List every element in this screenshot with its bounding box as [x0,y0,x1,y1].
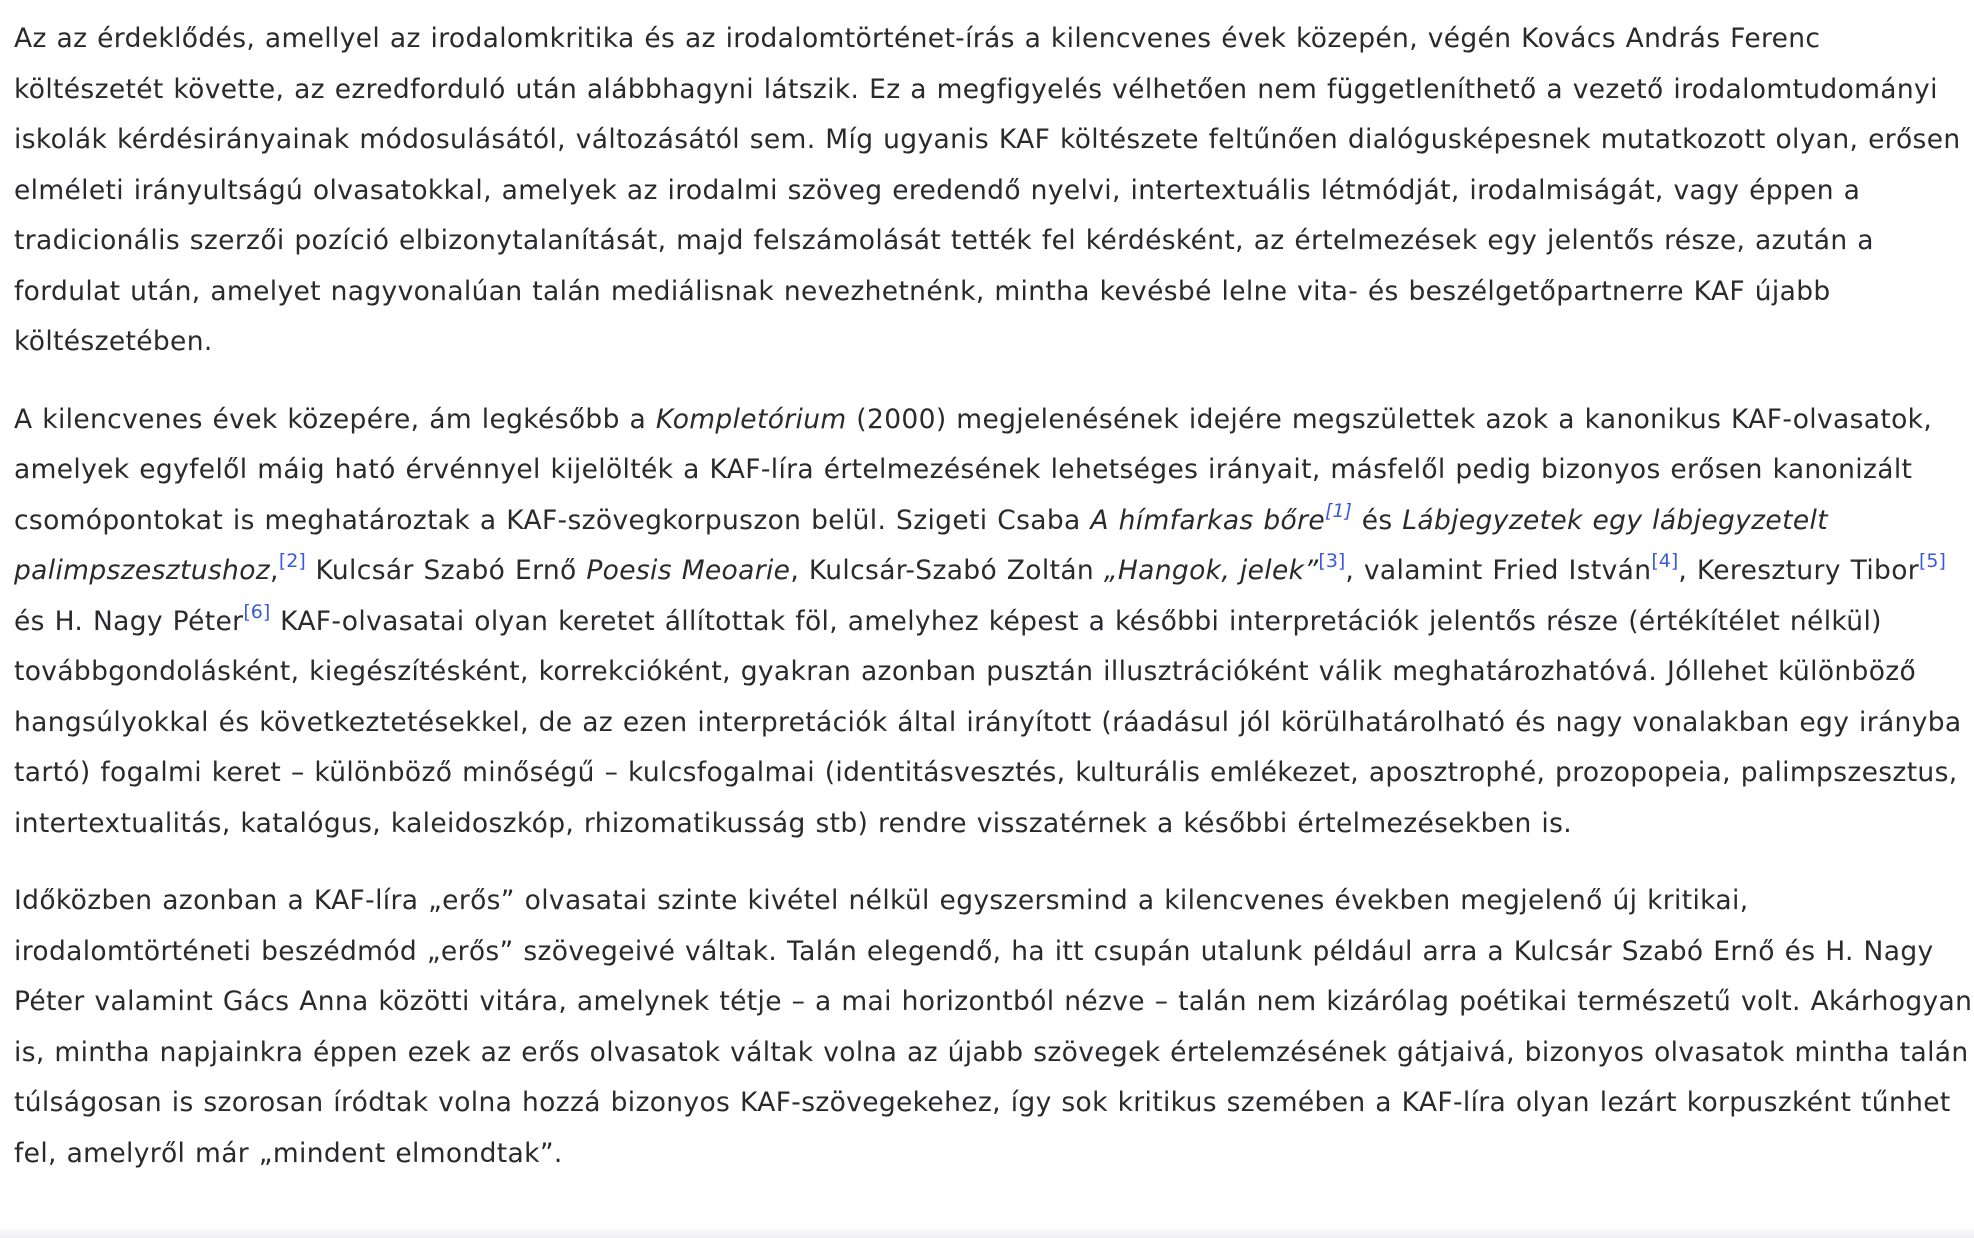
p2-text-9: és H. Nagy Péter [14,605,244,637]
footnote-link-6[interactable]: [6] [243,600,271,623]
footnote-ref-3 [1318,550,1345,572]
paragraph-3: Időközben azonban a KAF-líra „erős” olvasatai szinte kivétel nélkül egyszersmind a kilencvenes években megjelenő új kritikai, irodalomtörténeti beszédmód „erős” szövegeivé váltak. Talán elegendő, ha itt csupán utalunk például arra a Kulcsár Szabó Ernő és H. Nagy Péter valamint Gács Anna közötti vitára, amelynek tétje – a mai horizontból nézve – talán nem kizárólag poétikai természetű volt. Akárhogyan is, mintha napjainkra éppen ezek az erős olvasatok váltak volna az újabb szövegek értelemzésének gátjaivá, bizonyos olvasatok mintha talán túlságosan is szorosan íródtak volna hozzá bizonyos KAF-szövegekehez, így sok kritikus szemében a KAF-líra olyan lezárt korpuszként tűnhet fel, amelyről már „mindent elmondtak”. [14,885,1973,1169]
paragraph-1: Az az érdeklődés, amellyel az irodalomkritika és az irodalomtörténet-írás a kilencvenes évek közepén, végén Kovács András Ferenc költészetét követte, az ezredforduló után alábbhagyni látszik. Ez a megfigyelés vélhetően nem függetleníthető a vezető irodalomtudományi iskolák kérdésirányainak módosulásától, változásától sem. Míg ugyanis KAF költészete feltűnően dialógusképesnek mutatkozott olyan, erősen elméleti irányultságú olvasatokkal, amelyek az irodalmi szöveg eredendő nyelvi, intertextuális létmódját, irodalmiságát, vagy éppen a tradicionális szerzői pozíció elbizonytalanítását, majd felszámolását tették fel kérdésként, az értelmezések egy jelentős része, azután a fordulat után, amelyet nagyvonalúan talán mediálisnak nevezhetnénk, mintha kevésbé lelne vita- és beszélgetőpartnerre KAF újabb költészetében. [14,23,1961,357]
bottom-fade [0,1226,1974,1238]
p2-text-2: (2000) megjelenésének idejére megszülettek azok a kanonikus KAF-olvasatok, amelyek egyfelől máig ható érvénnyel kijelölték a KAF-líra értelmezésének lehetséges irányait, másfelől pedig bizonyos erősen kanonizált csomópontokat is meghatároztak a KAF-szövegkorpuszon belül. Szigeti Csaba [14,403,1933,536]
footnote-ref-5 [1919,550,1946,572]
footnote-link-1[interactable]: [1] [1325,499,1352,522]
footnote-ref-6 [243,601,270,623]
p2-text-1: A kilencvenes évek közepére, ám legkésőbb a [14,403,656,435]
footnote-link-3[interactable]: [3] [1318,550,1346,572]
p2-text-6: , Kulcsár-Szabó Zoltán [790,555,1104,586]
p2-text-3: és [1351,504,1403,536]
title-kompletorium: Kompletórium [655,403,847,435]
footnote-ref-2 [279,550,306,572]
footnote-link-2[interactable]: [2] [278,550,306,572]
title-hangok-jelek: „Hangok, jelek” [1103,555,1319,586]
title-poesis-meoarie: Poesis Meoarie [586,555,791,586]
p2-text-5: Kulcsár Szabó Ernő [305,555,587,586]
p2-text-8: , Keresztury Tibor [1678,555,1920,586]
footnote-ref-4 [1651,550,1678,572]
p2-text-4: , [270,555,279,586]
paragraph-2 [14,395,1974,850]
p2-text-7: , valamint Fried István [1345,555,1652,586]
title-labjegyzetek: Lábjegyzetek egy lábjegyzetelt palimpszesztushoz [14,504,1828,586]
footnote-ref-1 [1325,500,1352,522]
title-a-himfarkas-bore: A hímfarkas bőre [1090,504,1325,536]
article-body [14,14,1974,1206]
footnote-link-5[interactable]: [5] [1919,550,1946,572]
footnote-link-4[interactable]: [4] [1651,550,1679,572]
p2-text-10: KAF-olvasatai olyan keretet állítottak föl, amelyhez képest a későbbi interpretációk jelentős része (értékítélet nélkül) továbbgondolásként, kiegészítésként, korrekcióként, gyakran azonban pusztán illusztrációként válik meghatározhatóvá. Jóllehet különböző hangsúlyokkal és következtetésekkel, de az ezen interpretációk által irányított (ráadásul jól körülhatárolható és nagy vonalakban egy irányba tartó) fogalmi keret – különböző minőségű – kulcsfogalmai (identitásvesztés, kulturális emlékezet, aposztrophé, prozopopeia, palimpszesztus, intertextualitás, katalógus, kaleidoszkóp, rhizomatikusság stb) rendre visszatérnek a későbbi értelmezésekben is. [14,605,1962,839]
